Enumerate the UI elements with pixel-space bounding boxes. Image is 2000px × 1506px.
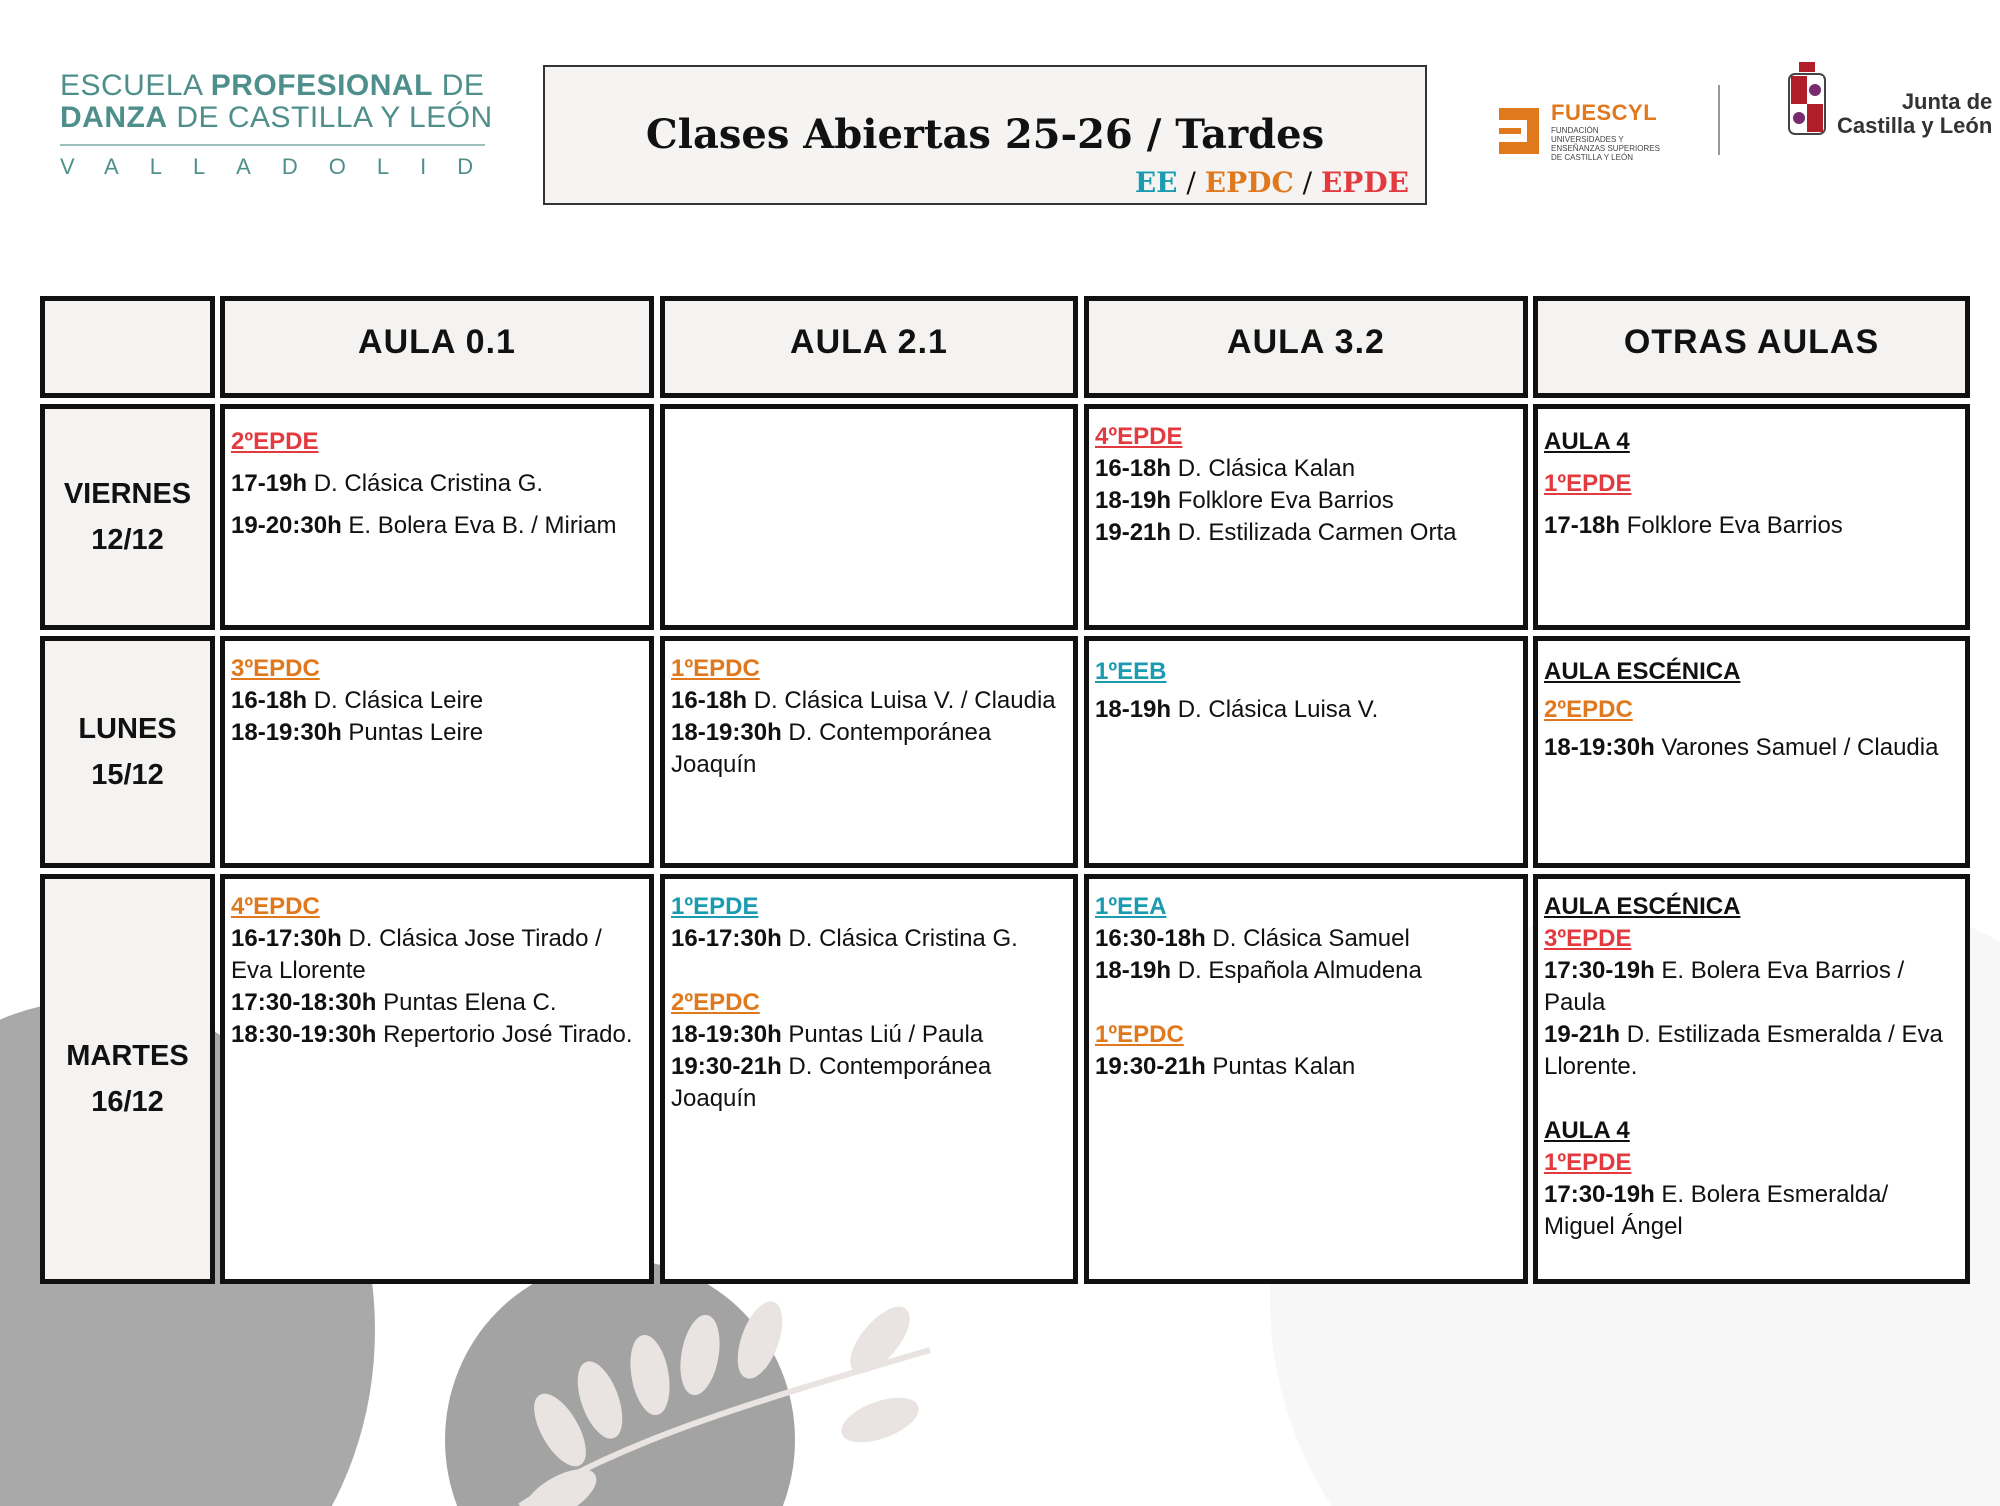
column-header-aula-0-1: AULA 0.1	[220, 296, 654, 398]
spacer	[1544, 1083, 1965, 1115]
schedule-cell	[660, 636, 1078, 868]
school-city: VALLADOLID	[60, 154, 505, 179]
fuescyl-logo	[1495, 100, 1661, 162]
coat-of-arms-icon	[1785, 62, 1829, 138]
day-cell-lunes	[40, 636, 215, 868]
group-label: 3ºEPDE	[1544, 925, 1632, 952]
column-header-aula-3-2: AULA 3.2	[1084, 296, 1528, 398]
day-cell-martes	[40, 874, 215, 1284]
schedule-cell	[1084, 874, 1528, 1284]
group-label: 1ºEEA	[1095, 893, 1167, 920]
group-label: 1ºEEB	[1095, 658, 1167, 685]
group-label: 2ºEPDC	[1544, 696, 1633, 723]
corner-cell	[40, 296, 215, 398]
group-label: 4ºEPDC	[231, 893, 320, 920]
class-entry: 18-19:30h Puntas Leire	[231, 719, 484, 746]
day-name: VIERNES	[63, 478, 192, 510]
day-name: MARTES	[66, 1040, 189, 1072]
fuescyl-mark-icon	[1495, 104, 1543, 158]
junta-line2: Castilla y León	[1837, 113, 1993, 138]
spacer	[1095, 987, 1523, 1019]
page-title: Clases Abiertas 25-26 / Tardes	[645, 111, 1325, 158]
room-label: AULA ESCÉNICA	[1544, 658, 1741, 685]
class-entry: 18-19:30h D. Contemporánea Joaquín	[671, 719, 992, 778]
group-label: 1ºEPDC	[671, 655, 760, 682]
junta-logo	[1785, 62, 1992, 138]
room-label: AULA ESCÉNICA	[1544, 893, 1741, 920]
class-entry: 16:30-18h D. Clásica Samuel	[1095, 925, 1410, 952]
title-box	[543, 65, 1427, 205]
day-date: 15/12	[91, 759, 164, 791]
schedule-cell	[220, 636, 654, 868]
fuescyl-subtitle: FUNDACIÓN UNIVERSIDADES Y ENSEÑANZAS SUPERIORES DE CASTILLA Y LEÓN	[1551, 126, 1660, 162]
schedule-cell	[1533, 874, 1970, 1284]
day-cell-viernes	[40, 404, 215, 630]
level-legend	[1135, 166, 1409, 199]
schedule-cell	[1533, 636, 1970, 868]
school-logo	[60, 69, 505, 180]
logo-separator	[1718, 85, 1720, 155]
class-entry: 17:30-19h E. Bolera Eva Barrios / Paula	[1544, 957, 1905, 1016]
class-entry: 19:30-21h Puntas Kalan	[1095, 1053, 1356, 1080]
room-label: AULA 4	[1544, 1117, 1630, 1144]
class-entry: 19:30-21h D. Contemporánea Joaquín	[671, 1053, 992, 1112]
legend-epde: EPDE	[1320, 166, 1409, 199]
junta-line1: Junta de	[1901, 89, 1993, 114]
class-entry: 18-19h D. Clásica Luisa V.	[1095, 696, 1379, 723]
room-label: AULA 4	[1544, 428, 1630, 455]
logo-divider	[60, 144, 485, 146]
school-name-line2: DANZA DE CASTILLA Y LEÓN	[60, 101, 493, 134]
class-entry: 17:30-19h E. Bolera Esmeralda/ Miguel Ángel	[1544, 1181, 1889, 1240]
class-entry: 18:30-19:30h Repertorio José Tirado.	[231, 1021, 633, 1048]
schedule-cell-empty	[660, 404, 1078, 630]
fuescyl-name: FUESCYL	[1551, 100, 1658, 125]
day-name: LUNES	[78, 713, 177, 745]
group-label: 1ºEPDE	[671, 893, 759, 920]
day-date: 16/12	[91, 1086, 164, 1118]
class-entry: 19-20:30h E. Bolera Eva B. / Miriam	[231, 512, 617, 539]
schedule-cell	[1084, 404, 1528, 630]
class-entry: 16-18h D. Clásica Kalan	[1095, 455, 1356, 482]
legend-epdc: EPDC	[1204, 166, 1294, 199]
class-entry: 18-19:30h Varones Samuel / Claudia	[1544, 734, 1939, 761]
class-entry: 16-17:30h D. Clásica Jose Tirado / Eva Llorente	[231, 925, 602, 984]
column-header-aula-2-1: AULA 2.1	[660, 296, 1078, 398]
gray-leaf-shape	[445, 1260, 795, 1506]
class-entry: 18-19h Folklore Eva Barrios	[1095, 487, 1394, 514]
schedule-cell	[1533, 404, 1970, 630]
schedule-cell	[220, 874, 654, 1284]
class-entry: 16-17:30h D. Clásica Cristina G.	[671, 925, 1018, 952]
legend-ee: EE	[1134, 166, 1178, 199]
schedule-cell	[660, 874, 1078, 1284]
spacer	[671, 955, 1073, 987]
group-label: 2ºEPDC	[671, 989, 760, 1016]
legend-separator: /	[1293, 166, 1321, 199]
group-label: 1ºEPDC	[1095, 1021, 1184, 1048]
class-entry: 18-19h D. Española Almudena	[1095, 957, 1422, 984]
class-entry: 16-18h D. Clásica Leire	[231, 687, 484, 714]
schedule-cell	[220, 404, 654, 630]
group-label: 2ºEPDE	[231, 428, 319, 455]
group-label: 3ºEPDC	[231, 655, 320, 682]
day-date: 12/12	[91, 524, 164, 556]
schedule-cell	[1084, 636, 1528, 868]
column-header-otras-aulas: OTRAS AULAS	[1533, 296, 1970, 398]
class-entry: 17:30-18:30h Puntas Elena C.	[231, 989, 557, 1016]
class-entry: 17-18h Folklore Eva Barrios	[1544, 512, 1843, 539]
group-label: 1ºEPDE	[1544, 1149, 1632, 1176]
class-entry: 19-21h D. Estilizada Carmen Orta	[1095, 519, 1457, 546]
class-entry: 19-21h D. Estilizada Esmeralda / Eva Llorente.	[1544, 1021, 1943, 1080]
group-label: 1ºEPDE	[1544, 470, 1632, 497]
school-name-line1: ESCUELA PROFESIONAL DE	[60, 69, 485, 102]
class-entry: 16-18h D. Clásica Luisa V. / Claudia	[671, 687, 1056, 714]
class-entry: 17-19h D. Clásica Cristina G.	[231, 470, 544, 497]
class-entry: 18-19:30h Puntas Liú / Paula	[671, 1021, 984, 1048]
group-label: 4ºEPDE	[1095, 423, 1183, 450]
legend-separator: /	[1177, 166, 1205, 199]
